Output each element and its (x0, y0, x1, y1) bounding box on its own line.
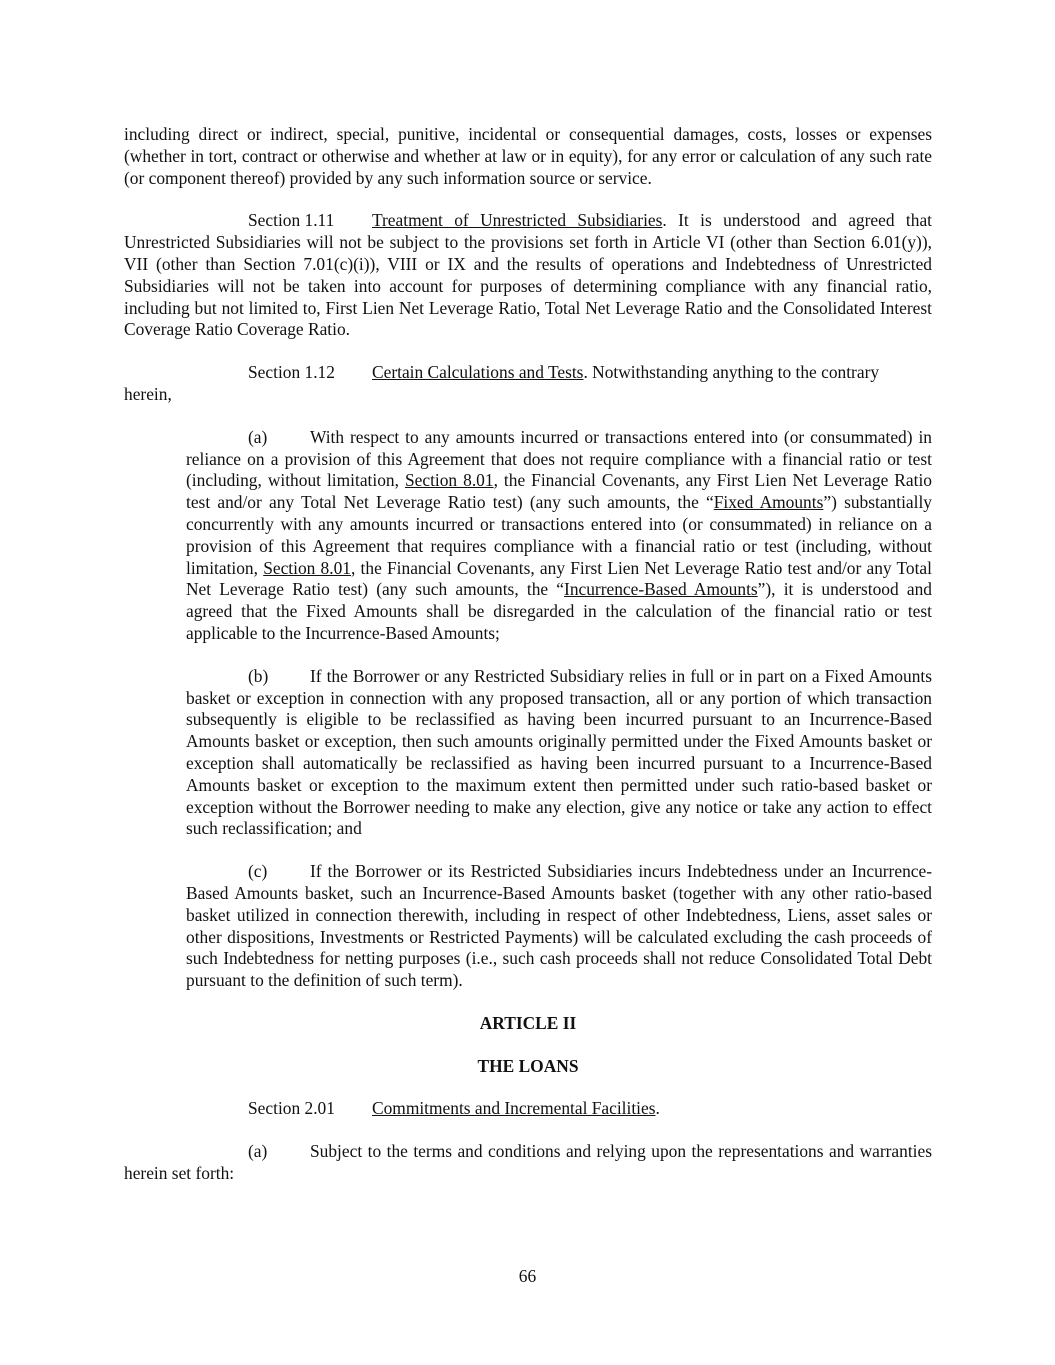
clause-text: , the Financial Covenants, any First Lien Net Leverage Ratio test and/or any Total Net Leverage Ratio test) (any such amounts, the “ (186, 557, 932, 600)
defined-term: Incurrence-Based Amounts (564, 579, 758, 600)
section-continuation: herein, (124, 383, 172, 404)
cross-reference: Section 8.01 (404, 470, 494, 491)
defined-term: Fixed Amounts (713, 492, 824, 513)
article-heading: ARTICLE II (479, 1012, 577, 1033)
clause-label: (a) (248, 426, 268, 447)
clause-text: ”), it is understood and agreed that the Fixed Amounts shall be disregarded in the calculation of the financial ratio or test applicable to the Incurrence-Based Amounts; (186, 579, 932, 643)
section-body: . It is understood and agreed that Unrestricted Subsidiaries will not be subject to the provisions set forth in Article VI (other than Section 6.01(y)), VII (other than Section 7.01(c)(i)), VIII or IX and the results of operations and Indebtedness of Unrestricted Subsidiaries will not be taken into account for purposes of determining compliance with any financial ratio, including but not limited to, First Lien Net Leverage Ratio, Total Net Leverage Ratio and the Consolidated Interest Coverage Ratio Coverage Ratio. (124, 210, 932, 340)
clause-label: (b) (248, 665, 269, 686)
section-heading: Certain Calculations and Tests (372, 362, 584, 383)
clause-b (186, 666, 932, 840)
clause-text: , the Financial Covenants, any First Lien Net Leverage Ratio test and/or any Total Net Leverage Ratio test) (any such amounts, the “ (186, 470, 932, 513)
clause-text: Subject to the terms and conditions and relying upon the representations and warranties herein set forth: (124, 1141, 932, 1184)
section-body: . (655, 1098, 660, 1119)
section-1-11 (124, 210, 932, 341)
article-title: THE LOANS (477, 1055, 579, 1076)
document-body (124, 124, 932, 1185)
clause-text: ”) substantially concurrently with any amounts incurred or transactions entered into (or consummated) in reliance on a provision of this Agreement that requires compliance with a financial ratio or test (including, without limitation, (186, 492, 932, 578)
section-heading: Treatment of Unrestricted Subsidiaries (372, 210, 663, 231)
section-number: Section 1.11 (248, 210, 335, 231)
section-2-01 (124, 1098, 932, 1120)
clause-text: If the Borrower or any Restricted Subsidiary relies in full or in part on a Fixed Amounts basket or exception in connection with any proposed transaction, all or any portion of which transaction subsequently is eligible to be reclassified as having been incurred pursuant to an Incurrence-Based Amounts basket or exception, then such amounts originally permitted under the Fixed Amounts basket or exception shall automatically be reclassified as having been incurred pursuant to a Incurrence-Based Amounts basket or exception to the maximum extent then permitted under such ratio-based basket or exception without the Borrower needing to make any election, give any notice or take any action to effect such reclassification; and (186, 665, 932, 839)
section-heading: Commitments and Incremental Facilities (372, 1098, 656, 1119)
section-number: Section 2.01 (248, 1098, 335, 1119)
cross-reference: Section 8.01 (263, 557, 351, 578)
clause-text: With respect to any amounts incurred or transactions entered into (or consummated) in reliance on a provision of this Agreement that does not require compliance with a financial ratio or test (including, without limitation, (186, 426, 932, 491)
section-1-12 (124, 362, 932, 384)
clause-a (186, 427, 932, 645)
clause-c (186, 861, 932, 992)
carry-over-paragraph: including direct or indirect, special, punitive, incidental or consequential damages, costs, losses or expenses (whether in tort, contract or otherwise and whether at law or in equity), for any error or calculation of any such rate (or component thereof) provided by any such information source or service. (124, 124, 932, 188)
page-number: 66 (518, 1266, 537, 1286)
section-number: Section 1.12 (248, 362, 335, 383)
clause-label: (c) (248, 861, 268, 882)
clause-2-01-a (124, 1141, 932, 1185)
clause-text: If the Borrower or its Restricted Subsidiaries incurs Indebtedness under an Incurrence-Based Amounts basket, such an Incurrence-Based Amounts basket (together with any other ratio-based basket utilized in connection therewith, including in respect of other Indebtedness, Liens, asset sales or other dispositions, Investments or Restricted Payments) will be calculated excluding the cash proceeds of such Indebtedness for netting purposes (i.e., such cash proceeds shall not reduce Consolidated Total Debt pursuant to the definition of such term). (186, 861, 932, 991)
clause-label: (a) (248, 1141, 268, 1162)
section-body: . Notwithstanding anything to the contrary (583, 362, 880, 383)
